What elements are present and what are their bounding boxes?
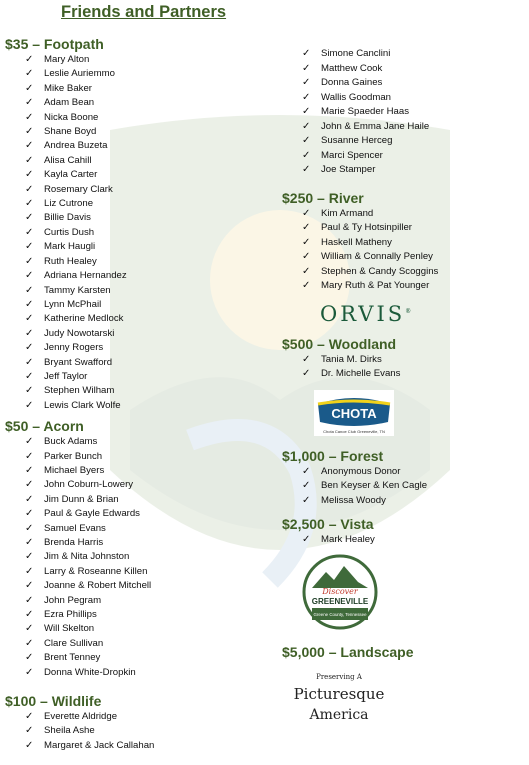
check-icon: ✓ — [25, 126, 34, 138]
check-icon: ✓ — [302, 465, 311, 477]
donor-item: ✓ Leslie Auriemmo — [25, 67, 275, 81]
donor-item: ✓ Anonymous Donor — [302, 465, 522, 480]
donor-item: ✓ Haskell Matheny — [302, 236, 522, 251]
check-icon: ✓ — [25, 140, 34, 152]
check-icon: ✓ — [302, 207, 311, 219]
donor-list — [302, 465, 522, 509]
donor-item: ✓ Susanne Herceg — [302, 134, 522, 149]
tier-vista — [282, 516, 522, 548]
check-icon: ✓ — [302, 480, 311, 491]
donor-item: ✓ Rosemary Clark — [25, 183, 275, 197]
donor-item: ✓ Jenny Rogers — [25, 341, 275, 355]
donor-item: ✓ Shane Boyd — [25, 125, 275, 139]
check-icon: ✓ — [25, 298, 34, 310]
svg-text:Greene County, Tennessee: Greene County, Tennessee — [313, 611, 367, 617]
donor-item: ✓ Katherine Medlock — [25, 312, 275, 326]
donor-item: ✓ Sheila Ashe — [25, 724, 275, 738]
check-icon: ✓ — [25, 111, 34, 123]
donor-item: ✓ Marie Spaeder Haas — [302, 105, 522, 120]
donor-item: ✓ Jeff Taylor — [25, 370, 275, 384]
check-icon: ✓ — [302, 222, 311, 233]
check-icon: ✓ — [25, 385, 34, 397]
svg-text:CHOTA: CHOTA — [331, 405, 377, 421]
check-icon: ✓ — [25, 226, 34, 238]
donor-item: ✓ Jim & Nita Johnston — [25, 550, 275, 564]
check-icon: ✓ — [302, 48, 311, 59]
check-icon: ✓ — [25, 464, 34, 476]
donor-item: ✓ Joe Stamper — [302, 163, 522, 178]
svg-text:Picturesque: Picturesque — [293, 684, 385, 703]
donor-item: ✓ Liz Cutrone — [25, 197, 275, 211]
donor-item: ✓ Ben Keyser & Ken Cagle — [302, 479, 522, 494]
donor-item: ✓ Judy Nowotarski — [25, 327, 275, 341]
check-icon: ✓ — [25, 493, 34, 505]
donor-item: ✓ Margaret & Jack Callahan — [25, 739, 275, 753]
chota-canoe-club-logo — [314, 390, 394, 436]
donor-item: ✓ Marci Spencer — [302, 149, 522, 164]
check-icon: ✓ — [25, 479, 34, 491]
page-title: Friends and Partners — [61, 3, 227, 21]
tier-heading: $5,000 – Landscape — [282, 643, 414, 660]
check-icon: ✓ — [302, 135, 311, 146]
check-icon: ✓ — [25, 82, 34, 94]
donor-item: ✓ Lewis Clark Wolfe — [25, 399, 275, 413]
tier-heading: $35 – Footpath — [5, 36, 104, 52]
donor-list — [302, 353, 522, 382]
donor-list — [25, 53, 275, 413]
donor-list — [25, 435, 275, 680]
svg-text:Discover: Discover — [322, 586, 358, 596]
donor-item: ✓ Melissa Woody — [302, 494, 522, 509]
preserving-a-picturesque-america-logo — [286, 669, 392, 729]
check-icon: ✓ — [25, 68, 34, 80]
check-icon: ✓ — [25, 313, 34, 325]
donor-item: ✓ Lynn McPhail — [25, 298, 275, 312]
check-icon: ✓ — [25, 97, 34, 109]
donor-list — [302, 533, 522, 548]
donor-item: ✓ Stephen & Candy Scoggins — [302, 265, 522, 280]
check-icon: ✓ — [25, 522, 34, 534]
check-icon: ✓ — [25, 169, 34, 181]
check-icon: ✓ — [302, 236, 311, 248]
check-icon: ✓ — [25, 739, 34, 751]
discover-greeneville-logo — [302, 554, 378, 630]
check-icon: ✓ — [25, 342, 34, 354]
check-icon: ✓ — [25, 609, 34, 621]
donor-item: ✓ John & Emma Jane Haile — [302, 120, 522, 135]
tier-heading: $1,000 – Forest — [282, 447, 384, 464]
donor-item: ✓ John Pegram — [25, 594, 275, 608]
donor-item: ✓ Dr. Michelle Evans — [302, 367, 522, 382]
donor-item: ✓ Joanne & Robert Mitchell — [25, 579, 275, 593]
check-icon: ✓ — [25, 54, 34, 65]
donor-item: ✓ Samuel Evans — [25, 522, 275, 536]
left-column — [5, 36, 275, 753]
check-icon: ✓ — [25, 154, 34, 166]
tier-river — [282, 190, 522, 294]
check-icon: ✓ — [25, 370, 34, 382]
check-icon: ✓ — [302, 62, 311, 74]
check-icon: ✓ — [25, 241, 34, 253]
tier-woodland — [282, 336, 522, 382]
check-icon: ✓ — [25, 436, 34, 448]
check-icon: ✓ — [302, 77, 311, 88]
check-icon: ✓ — [25, 450, 34, 462]
donor-item: ✓ Mary Alton — [25, 53, 275, 67]
donor-item: ✓ Mary Ruth & Pat Younger — [302, 279, 522, 294]
donor-item: ✓ Donna White-Dropkin — [25, 666, 275, 680]
donor-item: ✓ Tammy Karsten — [25, 284, 275, 298]
tier-footpath — [5, 36, 275, 413]
check-icon: ✓ — [302, 106, 311, 117]
svg-text:GREENEVILLE: GREENEVILLE — [311, 596, 369, 606]
donor-item: ✓ Jim Dunn & Brian — [25, 493, 275, 507]
check-icon: ✓ — [302, 120, 311, 132]
check-icon: ✓ — [302, 353, 311, 365]
check-icon: ✓ — [25, 270, 34, 282]
check-icon: ✓ — [302, 164, 311, 175]
donor-item: ✓ Kim Armand — [302, 207, 522, 222]
check-icon: ✓ — [25, 711, 34, 723]
svg-text:America: America — [309, 706, 369, 723]
tier-heading: $2,500 – Vista — [282, 516, 374, 532]
donor-item: ✓ Mark Haugli — [25, 240, 275, 254]
donor-item: ✓ Billie Davis — [25, 211, 275, 225]
check-icon: ✓ — [302, 91, 311, 103]
donor-item: ✓ Brenda Harris — [25, 536, 275, 550]
check-icon: ✓ — [25, 284, 34, 296]
donor-item: ✓ Donna Gaines — [302, 76, 522, 91]
check-icon: ✓ — [25, 623, 34, 635]
check-icon: ✓ — [25, 594, 34, 606]
check-icon: ✓ — [302, 251, 311, 262]
donor-item: ✓ Bryant Swafford — [25, 356, 275, 370]
donor-item: ✓ Mark Healey — [302, 533, 522, 548]
donor-item: ✓ Parker Bunch — [25, 450, 275, 464]
svg-text:Chota Canoe Club Greeneville,: Chota Canoe Club Greeneville, TN — [323, 428, 385, 434]
check-icon: ✓ — [25, 198, 34, 210]
tier-forest — [282, 448, 522, 509]
check-icon: ✓ — [25, 666, 34, 678]
donor-item: ✓ Ezra Phillips — [25, 608, 275, 622]
check-icon: ✓ — [25, 652, 34, 664]
check-icon: ✓ — [25, 508, 34, 520]
tier-heading: $50 – Acorn — [5, 418, 84, 435]
donor-item: ✓ Alisa Cahill — [25, 154, 275, 168]
donor-item: ✓ Stephen Wilham — [25, 384, 275, 398]
tier-heading: $500 – Woodland — [282, 335, 397, 352]
tier-heading: $100 – Wildlife — [5, 693, 102, 710]
donor-item: ✓ Nicka Boone — [25, 111, 275, 125]
check-icon: ✓ — [302, 494, 311, 506]
check-icon: ✓ — [25, 212, 34, 224]
tier-acorn — [5, 418, 275, 680]
donor-item: ✓ Everette Aldridge — [25, 710, 275, 724]
svg-text:Preserving A: Preserving A — [316, 672, 362, 681]
donor-item: ✓ Michael Byers — [25, 464, 275, 478]
donor-list — [25, 710, 275, 753]
donor-item: ✓ Clare Sullivan — [25, 637, 275, 651]
tier-landscape — [282, 644, 522, 661]
donor-list — [302, 207, 522, 294]
donor-item: ✓ Adam Bean — [25, 96, 275, 110]
check-icon: ✓ — [302, 280, 311, 291]
orvis-logo: ORVIS® — [320, 301, 412, 326]
donor-item: ✓ Paul & Gayle Edwards — [25, 507, 275, 521]
donor-item: ✓ Paul & Ty Hotsinpiller — [302, 221, 522, 236]
donor-item: ✓ John Coburn-Lowery — [25, 478, 275, 492]
donor-item: ✓ Kayla Carter — [25, 168, 275, 182]
donor-item: ✓ Tania M. Dirks — [302, 353, 522, 368]
check-icon: ✓ — [25, 183, 34, 195]
donor-item: ✓ Ruth Healey — [25, 255, 275, 269]
donor-item: ✓ Mike Baker — [25, 82, 275, 96]
tier-heading: $250 – River — [282, 189, 364, 206]
donor-item: ✓ Wallis Goodman — [302, 91, 522, 106]
check-icon: ✓ — [25, 356, 34, 368]
donor-item: ✓ Simone Canclini — [302, 47, 522, 62]
donor-item: ✓ Andrea Buzeta — [25, 139, 275, 153]
donor-item: ✓ Curtis Dush — [25, 226, 275, 240]
donor-item: ✓ William & Connally Penley — [302, 250, 522, 265]
donor-item: ✓ Adriana Hernandez — [25, 269, 275, 283]
check-icon: ✓ — [25, 537, 34, 548]
check-icon: ✓ — [25, 580, 34, 592]
check-icon: ✓ — [302, 149, 311, 161]
donor-item: ✓ Will Skelton — [25, 622, 275, 636]
check-icon: ✓ — [25, 255, 34, 267]
check-icon: ✓ — [25, 399, 34, 411]
check-icon: ✓ — [25, 565, 34, 577]
check-icon: ✓ — [25, 637, 34, 649]
donor-item: ✓ Matthew Cook — [302, 62, 522, 77]
check-icon: ✓ — [25, 551, 34, 563]
tier-wildlife — [5, 693, 275, 753]
check-icon: ✓ — [25, 725, 34, 737]
check-icon: ✓ — [25, 327, 34, 339]
check-icon: ✓ — [302, 265, 311, 277]
check-icon: ✓ — [302, 368, 311, 379]
donor-list-continued — [302, 47, 522, 178]
donor-item: ✓ Brent Tenney — [25, 651, 275, 665]
donor-item: ✓ Larry & Roseanne Killen — [25, 565, 275, 579]
check-icon: ✓ — [302, 534, 311, 545]
donor-item: ✓ Buck Adams — [25, 435, 275, 449]
right-column — [282, 47, 522, 729]
